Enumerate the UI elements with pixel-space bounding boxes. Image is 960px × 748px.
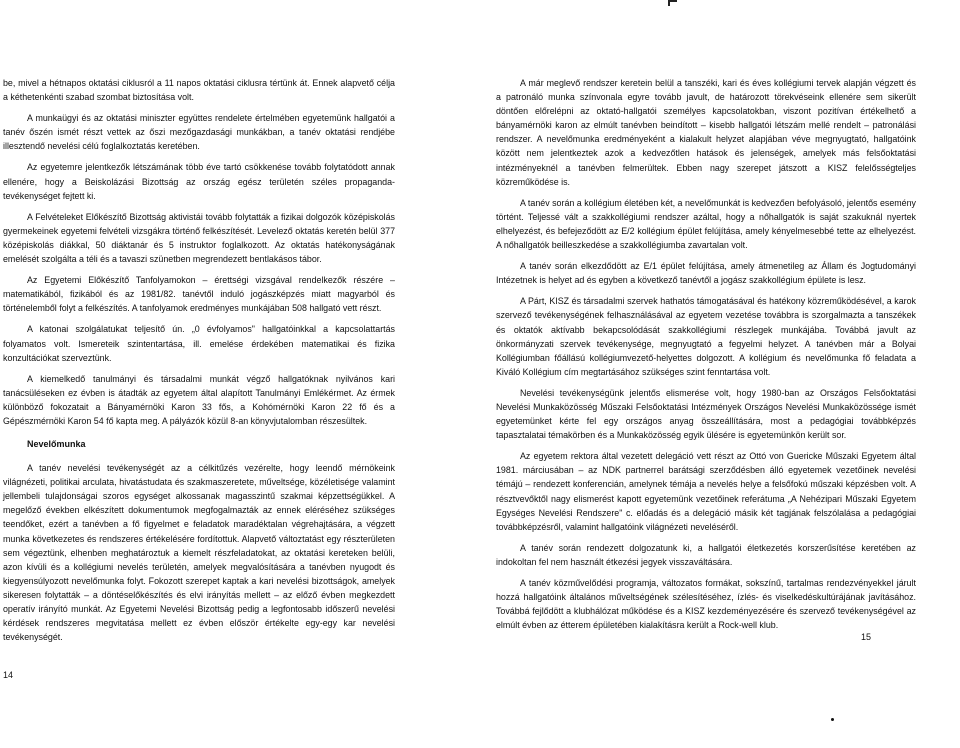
- paragraph: A tanév során a kollégium életében két, a nevelőmunkát is kedvezően befolyásoló, jelentős esemény történt. Teljessé vált a szakkollégiumi rendszer azáltal, hogy a nőhallgatók is saját szakuknál nyertek elhelyezést, és befejeződött az E/2 kollégium épület felújítása, amely kényelmesebbé tette az elhelyezést. A nőhallgatók beilleszkedése a szakkollégiumba zavartalan volt.: [496, 197, 916, 251]
- right-page: [480, 0, 960, 748]
- paragraph: be, mivel a hétnapos oktatási ciklusról a 11 napos oktatási ciklusra tértünk át. Ennek alapvető célja a kéthetenkénti szabad szombat biztosítása volt.: [3, 78, 395, 103]
- paragraph: A tanév közművelődési programja, változatos formákat, sokszínű, tartalmas rendezvényekkel járult hozzá hallgatóink általános műveltségének szélesítéséhez, ízlés- és viselkedéskultúrájának javításához. Továbbá fejlődött a klubhálózat működése és a KISZ kezdeményezésére és szervező tevékenységével az elmúlt évben az étterem épületében kialakításra került a Rock-well klub.: [496, 578, 916, 631]
- paragraph: A Felvételeket Előkészítő Bizottság aktivistái tovább folytatták a fizikai dolgozók középiskolás gyermekeinek egyetemi felvételi vizsgákra történő felkészítését. Levelező oktatás keretén belül 377 középiskolás diákkal, 50 diáktanár és 5 instruktor foglalkozott. Az oktatás hatékonyságának emelését szolgálta a téli és a tavaszi szünetben megrendezett bentlakásos tábor.: [3, 211, 395, 265]
- left-column: [3, 76, 395, 651]
- page-number: 14: [3, 670, 14, 680]
- paragraph: Nevelési tevékenységünk jelentős elismerése volt, hogy 1980-ban az Országos Felsőoktatási Nevelési Munkaközösség Műszaki Felsőoktatási Intézmények Országos Nevelési Munkaközössége ismét egyetemünket kérte fel egy országos anyag összeállítására, most a pedagógiai továbbképzés tapasztalatai témakörben és a Munkaközösség egyik ülésére is egyetemünkön került sor.: [496, 387, 916, 441]
- paragraph: A katonai szolgálatukat teljesítő ún. „0 évfolyamos" hallgatóinkkal a kapcsolattartás folyamatos volt. Ismereteik szintentartása, ill. emelése érdekében matematikai és fizika konzultációkat szerveztünk.: [3, 324, 395, 363]
- paragraph: A Párt, KISZ és társadalmi szervek hathatós támogatásával és hatékony közreműködésével, a karok szervező tevékenységének felhasználásával az egyetem vezetése továbbra is szorgalmazta a tanszékek és oktatók aktívabb bekapcsolódását szakkollégiumi részlegek munkájába. Továbbá javult az önkormányzati szervek tevékenysége, megnyugtató a fegyelmi helyzet. A tanévben már a Bolyai Kollégiumban főállású kollégiumvezető-helyettes dolgozott. A kollégium és nevelőmunka fő feladata a Kiváló Kollégium cím megtartásához szükséges szint fenntartása volt.: [496, 296, 916, 377]
- paragraph: Az Egyetemi Előkészítő Tanfolyamokon – érettségi vizsgával rendelkezők részére – matematikából, fizikából és az 1981/82. tanévtől induló jogászképzés miatt magyarból és történelemből folyt a felkészítés. A tanfolyamok eredményes munkájában 508 hallgató vett részt.: [3, 275, 395, 314]
- paragraph: A már meglevő rendszer keretein belül a tanszéki, kari és éves kollégiumi tervek alapján végzett és a patronáló munka színvonala egyre tovább javult, de határozott törekvéseink ellenére sem sikerült döntően előrelépni az oktató-hallgatói személyes kapcsolatokban, viszont pozitívan értékelhető a bányamérnöki karon az elmúlt tanévben beindított – kisebb hallgatói létszám mellé rendelt – patronálási rendszer. A nevelőmunka eredményeként a kialakult helyzet alapjában véve megnyugtató, hallgatóink között nem jelentkeztek azok a kedvezőtlen hatások és jelenségek, amelyek más felsőoktatási intézményeknél a tanévben felmerültek. Ebben nagy szerepet játszott a KISZ felelősségteljes közreműködése is.: [496, 78, 916, 187]
- paragraph: A kiemelkedő tanulmányi és társadalmi munkát végző hallgatóknak nyilvános kari tanácsüléseken ez évben is átadták az egyetem által alapított Tanulmányi Emlékérmet. Az érmek különböző fokozatait a Bányamérnöki Karon 33 fős, a Kohómérnöki Karon 22 fő és a Gépészmérnöki Karon 54 fő kapta meg. A pályázók közül 8-an könyvjutalomban részesültek.: [3, 373, 395, 426]
- page-number: 15: [861, 632, 872, 642]
- section-heading: Nevelőmunka: [27, 439, 86, 450]
- ink-dot: [831, 718, 834, 721]
- right-column: [496, 76, 916, 639]
- paragraph: Az egyetemre jelentkezők létszámának több éve tartó csökkenése tovább folytatódott annak ellenére, hogy a Beiskolázási Bizottság az ország egész területén széles propaganda-tevékenységet fejtett ki.: [3, 162, 395, 201]
- paragraph: A tanév nevelési tevékenységét az a célkitűzés vezérelte, hogy leendő mérnökeink világnézeti, politikai arculata, hivatástudata és szakmaszeretete, műveltsége, közéletisége valamint jellembeli tulajdonságai szoros egységet alkossanak magasszintű szakmai képzettségükkel. A megelőző években elkészített dokumentumok megfogalmazták az ennek eléréséhez szükséges teendőket, ezért a tanévben a fő figyelmet e feladatok maradéktalan végrehajtására, a végzett munka következetes és rendszeres értékelésére fordítottuk. Alapvető változtatást egy részterületen sem végeztünk, elhenben meghatároztuk a kiemelt részfeladatokat, az oktatási kereteken belüli, azon kívüli és a kollégiumi nevelés területén, amelyek megvalósítására a tanévben nyugodt és kiegyensúlyozott nevelőmunka folyt. Fokozott szerepet kaptak a kari nevelési bizottságok, amelyek sikeresen folytatták – a döntéselőkészítés és elvi irányítás mellett – az előző évben megkezdett operatív irányító munkát. Az Egyetemi Nevelési Bizottság pedig a legfontosabb időszerű nevelési kérdések rendszeres megvitatása mellett ez évben először értékelte egy-egy kar nevelési tevékenységét.: [3, 463, 395, 643]
- paragraph: A tanév során rendezett dolgozatunk ki, a hallgatói életkezetés korszerűsítése keretében az indokoltan fel nem használt étkezési jegyek visszaváltására.: [496, 542, 916, 567]
- paragraph: A tanév során elkezdődött az E/1 épület felújítása, amely átmenetileg az Állam és Jogtudományi Intézetnek is helyet ad és egyben a következő tanévtől a jogász szakkollégium épülete is lesz.: [496, 261, 916, 286]
- paragraph: A munkaügyi és az oktatási miniszter együttes rendelete értelmében egyetemünk hallgatói a tanév őszén ismét részt vettek az őszi mezőgazdasági munkákban, a tanév oktatási rendjébe illesztendő nevelési célú foglalkoztatás keretében.: [3, 113, 395, 152]
- paragraph: Az egyetem rektora által vezetett delegáció vett részt az Ottó von Guericke Műszaki Egyetem által 1981. márciusában – az NDK partnerrel barátsági szerződésben álló egyetemek vezetőinek nevelési témájú – rendezett konferencián, amelynek témája a nevelés helye a felsőfokú műszaki képzésben volt. A résztvevőktől nagy elismerést kapott egyetemünk vezetőinek referátuma „A Nehézipari Műszaki Egyetem Egységes Nevelési Rendszere" c. előadás és a delegáció másik két tagjának felszólalása a pedagógiai továbbképzésről, valamint hallgatóink világnézeti neveléséről.: [496, 451, 916, 532]
